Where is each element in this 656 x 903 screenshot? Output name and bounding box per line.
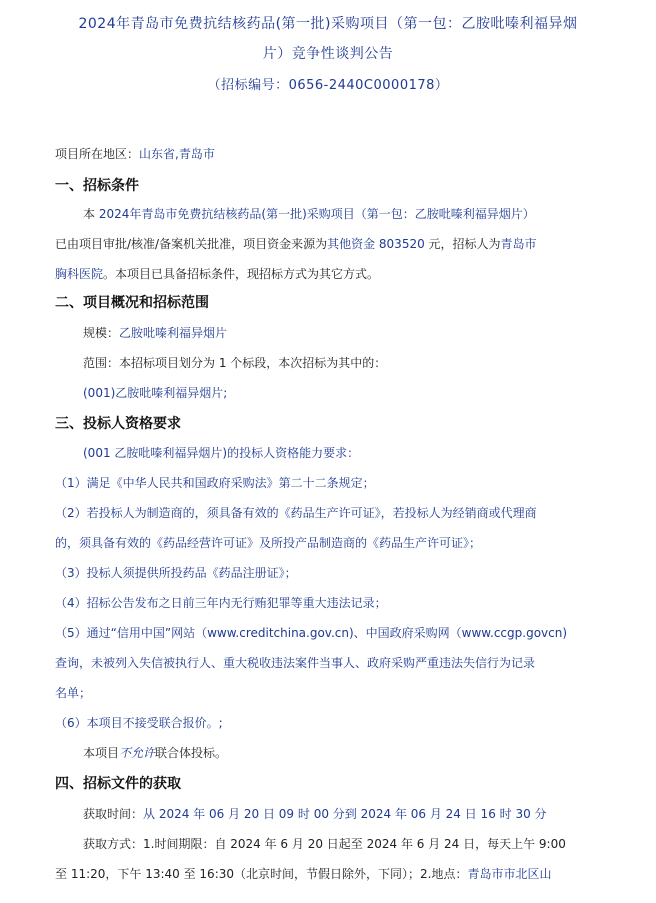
consortium-text: 联合体投标。 xyxy=(155,746,228,760)
s3-requirement-6: （6）本项目不接受联合报价。; xyxy=(55,716,223,730)
s3-requirement-1: （1）满足《中华人民共和国政府采购法》第二十二条规定； xyxy=(55,476,375,490)
s3-requirement-2-line-2: 的，须具备有效的《药品经营许可证》及所投产品制造商的《药品生产许可证》； xyxy=(55,536,482,550)
notice-title-line-1: 2024年青岛市免费抗结核药品(第一批)采购项目（第一包：乙胺吡嗪利福异烟 xyxy=(78,16,578,32)
s4-method-line-1: 获取方式：1.时间期限：自 2024 年 6 月 20 日起至 2024 年 6 月 24 日，每天上午 9:00 xyxy=(83,837,566,851)
s3-requirement-4: （4）招标公告发布之日前三年内无行贿犯罪等重大违法记录； xyxy=(55,596,387,610)
section-2-heading: 二、项目概况和招标范围 xyxy=(55,295,209,311)
s1-paragraph-line-1 xyxy=(83,205,535,223)
s1-text: 已由项目审批/核准/备案机关批准，项目资金来源为 xyxy=(55,237,328,251)
s3-requirement-3: （3）投标人须提供所投药品《药品注册证》； xyxy=(55,566,297,580)
method-location: 青岛市市北区山 xyxy=(467,867,552,881)
s1-paragraph-line-3 xyxy=(55,265,379,283)
location-value: 山东省,青岛市 xyxy=(139,147,215,161)
time-label: 获取时间： xyxy=(83,807,144,821)
s3-requirement-2-line-1: （2）若投标人为制造商的，须具备有效的《药品生产许可证》，若投标人为经销商或代理商 xyxy=(55,506,537,520)
fund-source: 其他资金 803520 xyxy=(327,237,425,251)
s3-requirement-5-line-2: 查询，未被列入失信被执行人、重大税收违法案件当事人、政府采购严重违法失信行为记录 xyxy=(55,656,536,670)
bid-number: （招标编号：0656-2440C0000178） xyxy=(207,78,449,93)
s1-text: 。本项目已具备招标条件，现招标方式为其它方式。 xyxy=(103,267,380,281)
scale-label: 规模： xyxy=(83,326,120,340)
s3-consortium xyxy=(83,744,227,762)
consortium-text: 本项目 xyxy=(83,746,120,760)
consortium-value: 不允许 xyxy=(119,746,156,760)
s2-lot: (001)乙胺吡嗪利福异烟片; xyxy=(83,386,228,400)
s3-intro: (001 乙胺吡嗪利福异烟片)的投标人资格能力要求： xyxy=(83,446,360,460)
s2-scope: 范围：本招标项目划分为 1 个标段，本次招标为其中的： xyxy=(83,356,387,370)
section-4-heading: 四、招标文件的获取 xyxy=(55,776,181,792)
section-1-heading: 一、招标条件 xyxy=(55,178,139,194)
tenderer-name-cont: 胸科医院 xyxy=(55,267,104,281)
section-3-heading: 三、投标人资格要求 xyxy=(55,416,181,432)
s2-scale xyxy=(83,324,227,342)
tenderer-name: 青岛市 xyxy=(500,237,537,251)
scale-value: 乙胺吡嗪利福异烟片 xyxy=(119,326,228,340)
s1-text: 本 xyxy=(83,207,96,221)
project-location xyxy=(55,145,215,163)
s1-paragraph-line-2 xyxy=(55,235,537,253)
notice-title-line-2: 片）竞争性谈判公告 xyxy=(262,46,394,62)
s3-requirement-5-line-3: 名单； xyxy=(55,686,92,700)
s4-time xyxy=(83,805,547,823)
s4-method-line-2 xyxy=(55,865,551,883)
location-label: 项目所在地区： xyxy=(55,147,140,161)
s1-project-name: 2024年青岛市免费抗结核药品(第一批)采购项目（第一包：乙胺吡嗪利福异烟片） xyxy=(98,207,535,221)
s3-requirement-5-line-1: （5）通过“信用中国”网站（www.creditchina.gov.cn)、中国政府采购网（www.ccgp.govcn) xyxy=(55,626,568,640)
time-value: 从 2024 年 06 月 20 日 09 时 00 分到 2024 年 06 月 24 日 16 时 30 分 xyxy=(143,807,547,821)
s1-text: 元，招标人为 xyxy=(424,237,501,251)
method-text: 至 11:20，下午 13:40 至 16:30（北京时间，节假日除外，下同）；2.地点： xyxy=(55,867,468,881)
